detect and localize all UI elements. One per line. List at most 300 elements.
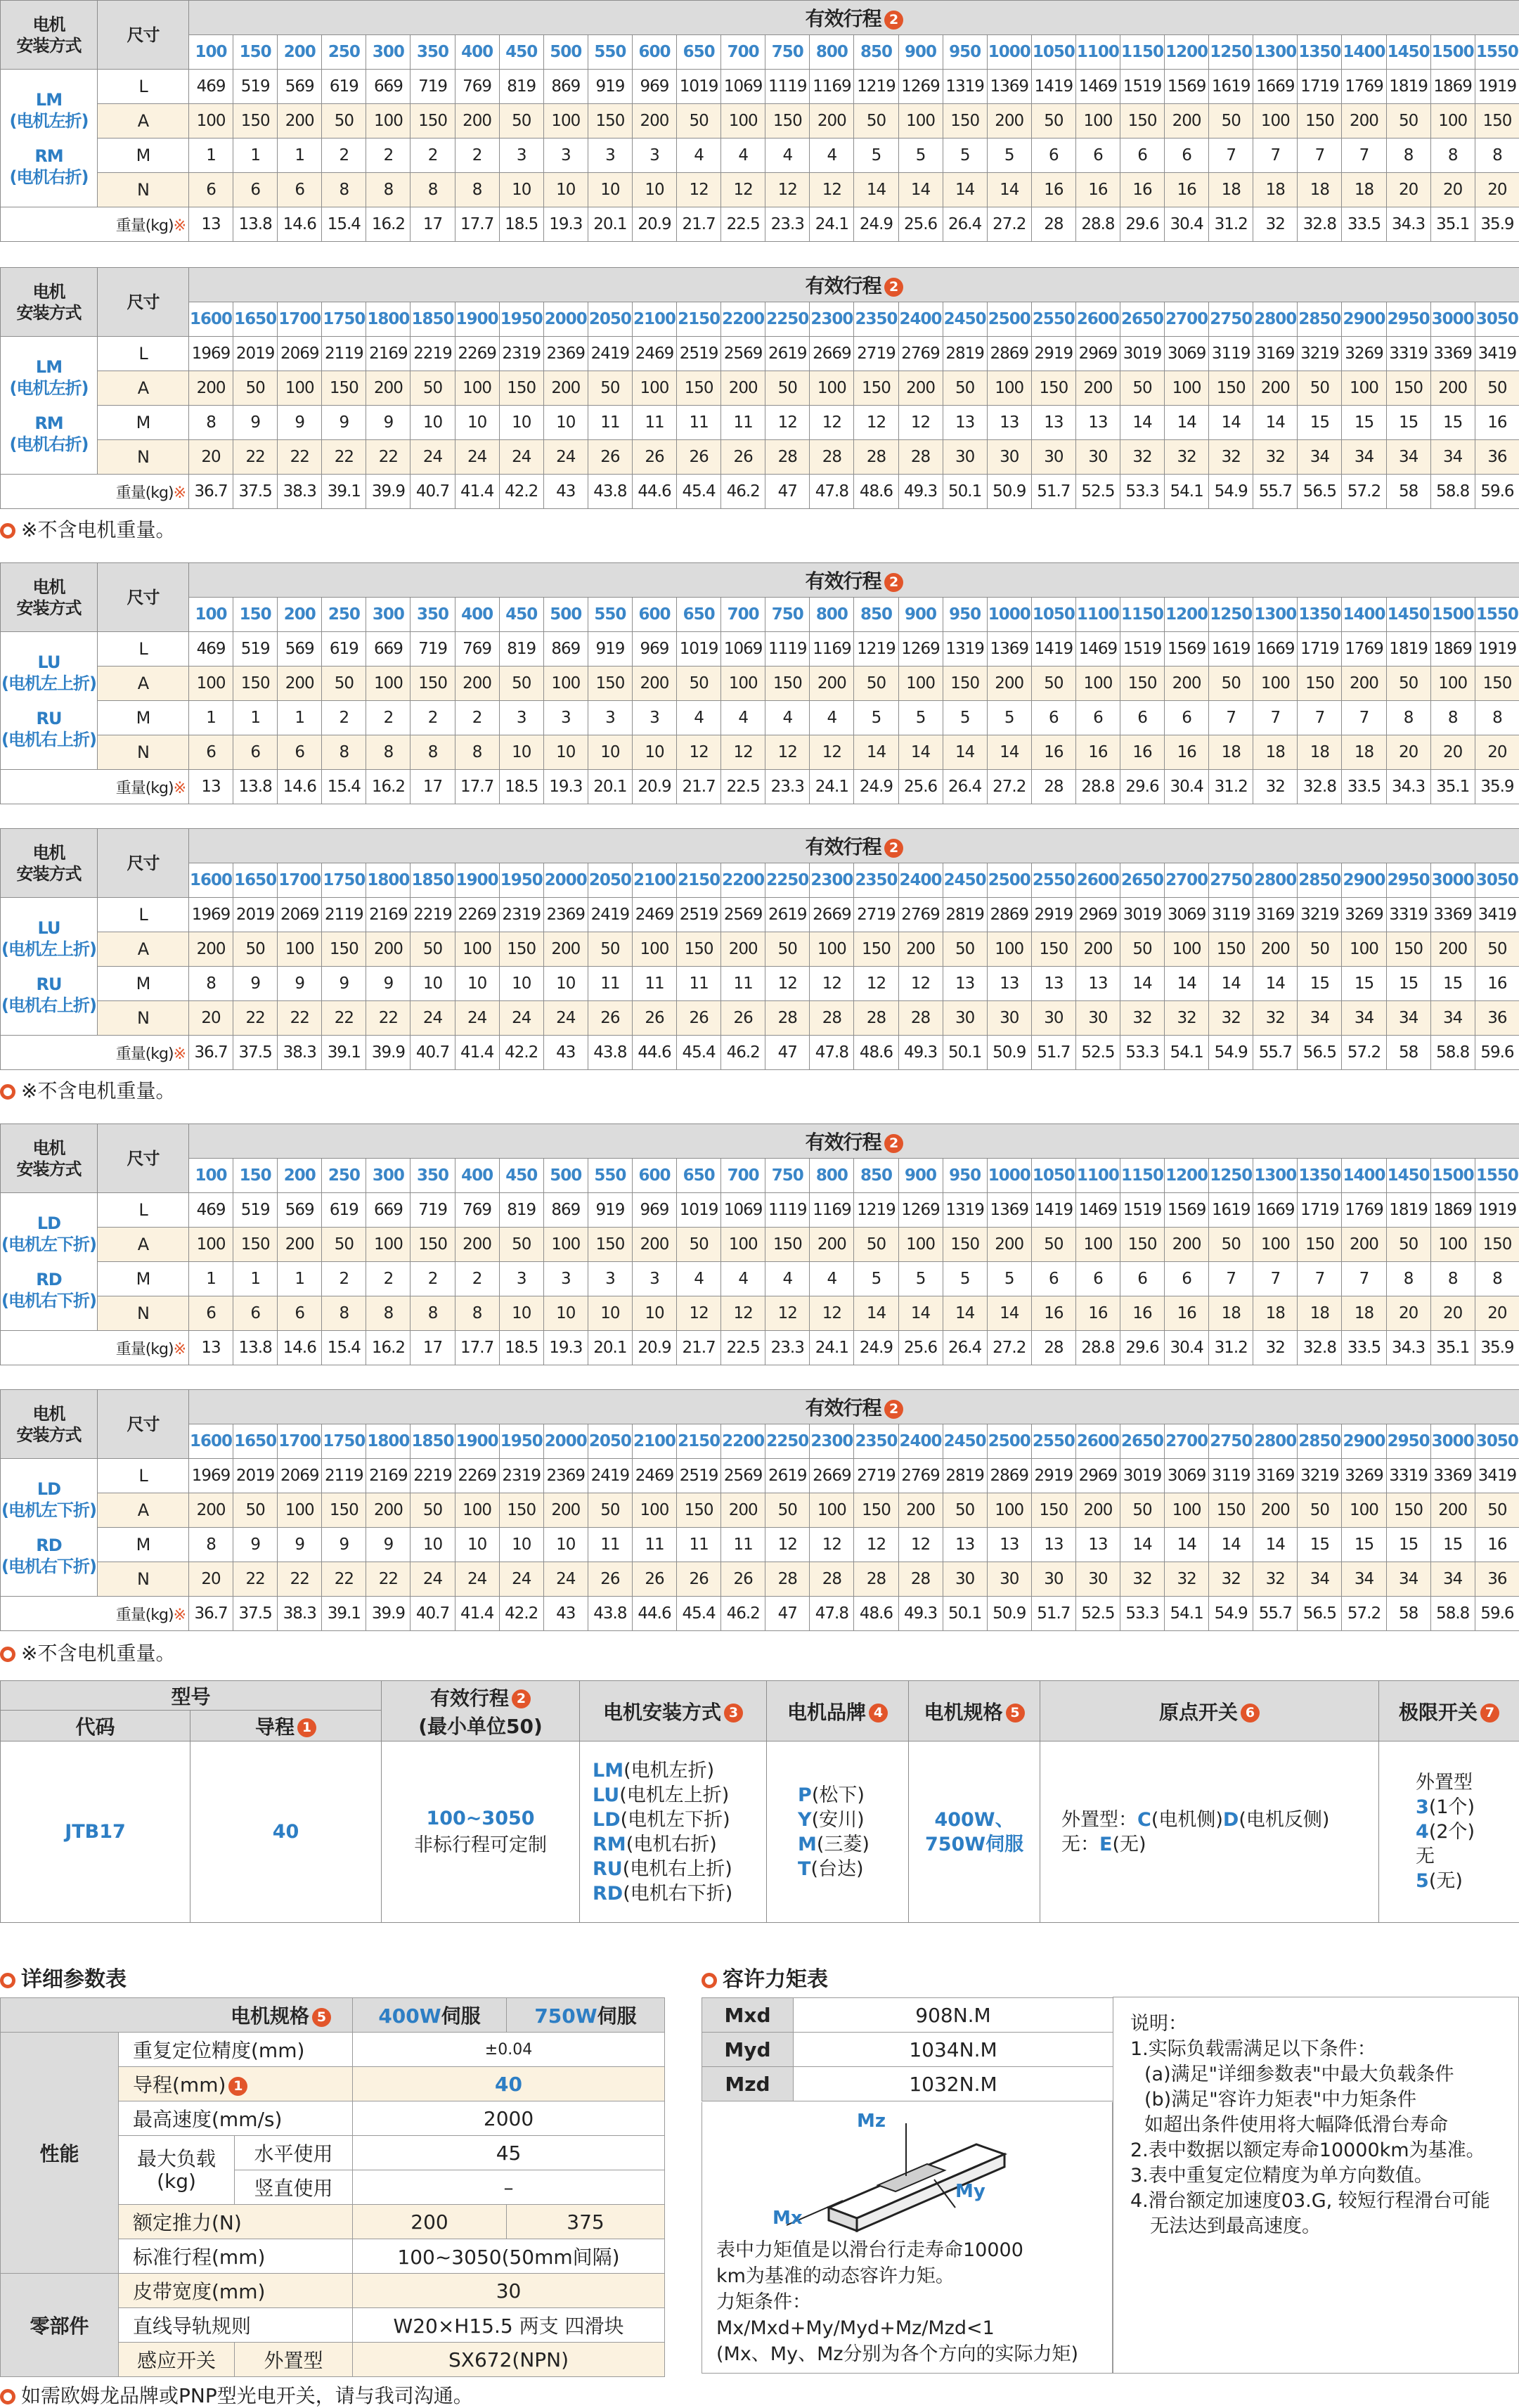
value-cell: 619 [322, 632, 366, 667]
value-cell: 30.4 [1165, 1331, 1209, 1365]
param-label: 额定推力(N) [119, 2205, 353, 2239]
value-cell: 32 [1120, 1562, 1164, 1597]
value-cell: 50 [322, 667, 366, 701]
value-cell: 1769 [1342, 1193, 1386, 1228]
stroke-cell: 2600 [1075, 302, 1120, 337]
value-cell: 3419 [1475, 898, 1519, 932]
limit-option: 无 [1416, 1846, 1435, 1867]
stroke-cell: 400 [455, 1159, 499, 1193]
value-cell: 1769 [1342, 632, 1386, 667]
value-cell: 2119 [322, 337, 366, 371]
value-cell: 1569 [1165, 70, 1209, 104]
value-cell: 32 [1253, 440, 1298, 475]
value-cell: 150 [322, 1493, 366, 1528]
motor-weight-note: ※不含电机重量。 [0, 1638, 175, 1666]
value-cell: 24 [455, 440, 499, 475]
value-cell: 24 [455, 1562, 499, 1597]
value-cell: 50 [943, 1493, 987, 1528]
value-cell: 10 [543, 406, 588, 440]
value-cell: 100 [543, 104, 588, 139]
brand-option: P(松下) [798, 1784, 865, 1806]
param-value: SX672(NPN) [353, 2343, 665, 2377]
stroke-cell: 2150 [677, 302, 721, 337]
value-cell: 150 [1475, 1228, 1519, 1262]
value-cell: 22 [366, 1562, 411, 1597]
value-cell: 1819 [1386, 70, 1430, 104]
value-cell: 22 [278, 1001, 322, 1036]
note-line: 1.实际负载需满足以下条件： [1130, 2038, 1376, 2060]
value-cell: 5 [898, 139, 943, 173]
value-cell: 2669 [810, 1459, 854, 1493]
value-cell: 1 [278, 139, 322, 173]
value-cell: 33.5 [1342, 207, 1386, 242]
value-cell: 3 [632, 701, 676, 735]
value-cell: 32 [1165, 440, 1209, 475]
value-cell: 2069 [278, 337, 322, 371]
size-table [0, 1123, 1519, 1365]
value-cell: 3319 [1386, 898, 1430, 932]
value-cell: 26 [721, 440, 765, 475]
value-cell: 3 [499, 1262, 543, 1296]
value-cell: 34 [1298, 440, 1342, 475]
stroke-cell: 1100 [1075, 598, 1120, 632]
value-cell: 14 [1165, 967, 1209, 1001]
value-cell: 6 [233, 173, 278, 207]
value-cell: 469 [189, 1193, 233, 1228]
value-cell: 150 [1386, 932, 1430, 967]
stroke-cell: 2100 [632, 863, 676, 898]
value-cell: 20.1 [588, 1331, 632, 1365]
stroke-cell: 1550 [1475, 35, 1519, 70]
value-cell: 569 [278, 70, 322, 104]
value-cell: 25.6 [898, 770, 943, 804]
value-cell: 6 [189, 173, 233, 207]
table-row [1, 667, 1519, 701]
value-cell: 14 [943, 173, 987, 207]
value-cell: 13.8 [233, 207, 278, 242]
model-selection-table [0, 1680, 1519, 1923]
moment-row: Mxd 908N.M [702, 1998, 1113, 2033]
value-cell: 2 [411, 1262, 455, 1296]
stroke-cell: 1200 [1165, 35, 1209, 70]
stroke-cell: 1500 [1430, 1159, 1475, 1193]
value-cell: 58 [1386, 475, 1430, 509]
value-cell: 24 [411, 1562, 455, 1597]
value-cell: 30 [943, 440, 987, 475]
value-cell: 50.1 [943, 1036, 987, 1070]
value-cell: 56.5 [1298, 1597, 1342, 1631]
value-cell: 150 [943, 104, 987, 139]
value-cell: 519 [233, 632, 278, 667]
value-cell: 39.1 [322, 475, 366, 509]
value-cell: 1969 [189, 1459, 233, 1493]
value-cell: 1519 [1120, 1193, 1164, 1228]
value-cell: 100 [810, 932, 854, 967]
value-cell: 28 [810, 1001, 854, 1036]
row-label: L [98, 1193, 189, 1228]
stroke-cell: 700 [721, 598, 765, 632]
value-cell: 719 [411, 1193, 455, 1228]
value-cell: 32 [1209, 1562, 1253, 1597]
mount-header: 电机 安装方式 [1, 1, 98, 70]
value-cell: 50 [322, 1228, 366, 1262]
value-cell: 28 [810, 1562, 854, 1597]
value-cell: 1669 [1253, 632, 1298, 667]
value-cell: 47 [765, 475, 810, 509]
value-cell: 4 [810, 1262, 854, 1296]
value-cell: 769 [455, 1193, 499, 1228]
value-cell: 54.1 [1165, 1597, 1209, 1631]
value-cell: 3019 [1120, 1459, 1164, 1493]
stroke-cell: 500 [543, 598, 588, 632]
value-cell: 200 [632, 1228, 676, 1262]
value-cell: 34.3 [1386, 207, 1430, 242]
value-cell: 14 [1165, 1528, 1209, 1562]
value-cell: 38.3 [278, 1036, 322, 1070]
stroke-cell: 250 [322, 1159, 366, 1193]
stroke-cell: 1300 [1253, 35, 1298, 70]
value-cell: 6 [233, 735, 278, 770]
value-cell: 100 [1253, 1228, 1298, 1262]
value-cell: 47 [765, 1597, 810, 1631]
stroke-cell: 2750 [1209, 1424, 1253, 1459]
value-cell: 14 [1209, 1528, 1253, 1562]
param-value: ±0.04 [353, 2033, 665, 2067]
value-cell: 2 [455, 139, 499, 173]
value-cell: 12 [810, 967, 854, 1001]
stroke-cell: 750 [765, 598, 810, 632]
model-spec: 400W、 750W伺服 [909, 1741, 1040, 1923]
value-cell: 10 [543, 1296, 588, 1331]
value-cell: 9 [366, 1528, 411, 1562]
value-cell: 58.8 [1430, 1036, 1475, 1070]
value-cell: 200 [1253, 1493, 1298, 1528]
value-cell: 10 [499, 967, 543, 1001]
value-cell: 23.3 [765, 207, 810, 242]
stroke-cell: 100 [189, 598, 233, 632]
value-cell: 30 [1075, 1001, 1120, 1036]
value-cell: 3 [499, 139, 543, 173]
model-origin: 外置型：C(电机侧)D(电机反侧) 无：E(无) [1040, 1741, 1379, 1923]
value-cell: 919 [588, 1193, 632, 1228]
value-cell: 34 [1342, 1562, 1386, 1597]
stroke-cell: 1350 [1298, 35, 1342, 70]
value-cell: 8 [189, 967, 233, 1001]
value-cell: 12 [898, 967, 943, 1001]
stroke-cell: 2750 [1209, 302, 1253, 337]
stroke-cell: 2950 [1386, 302, 1430, 337]
value-cell: 200 [721, 1493, 765, 1528]
value-cell: 32 [1165, 1001, 1209, 1036]
value-cell: 1619 [1209, 632, 1253, 667]
value-cell: 7 [1209, 139, 1253, 173]
value-cell: 10 [411, 406, 455, 440]
value-cell: 21.7 [677, 1331, 721, 1365]
value-cell: 9 [233, 406, 278, 440]
value-cell: 150 [677, 371, 721, 406]
moment-table [702, 1997, 1113, 2101]
value-cell: 50 [1120, 932, 1164, 967]
size-header: 尺寸 [98, 829, 189, 898]
value-cell: 34.3 [1386, 1331, 1430, 1365]
value-cell: 12 [765, 735, 810, 770]
value-cell: 100 [278, 932, 322, 967]
value-cell: 12 [810, 1528, 854, 1562]
value-cell: 6 [278, 173, 322, 207]
table-row [1, 440, 1519, 475]
value-cell: 28 [854, 1562, 898, 1597]
value-cell: 13 [1075, 967, 1120, 1001]
limit-option: 5(无) [1416, 1870, 1463, 1892]
value-cell: 50 [765, 932, 810, 967]
stroke-cell: 2600 [1075, 1424, 1120, 1459]
value-cell: 8 [411, 735, 455, 770]
value-cell: 32 [1253, 1001, 1298, 1036]
value-cell: 16 [1075, 1296, 1120, 1331]
value-cell: 100 [1342, 1493, 1386, 1528]
value-cell: 24 [543, 1562, 588, 1597]
param-label: 标准行程(mm) [119, 2239, 353, 2274]
row-label: L [98, 632, 189, 667]
value-cell: 8 [366, 1296, 411, 1331]
stroke-cell: 700 [721, 1159, 765, 1193]
stroke-cell: 2850 [1298, 302, 1342, 337]
value-cell: 2169 [366, 1459, 411, 1493]
model-stroke: 100~3050 非标行程可定制 [382, 1741, 580, 1923]
table-row [1, 1597, 1519, 1631]
note-line: 4.滑台额定加速度03.G, 较短行程滑台可能 [1130, 2190, 1490, 2212]
value-cell: 14.6 [278, 207, 322, 242]
stroke-cell: 250 [322, 35, 366, 70]
value-cell: 22 [233, 1562, 278, 1597]
value-cell: 32.8 [1298, 207, 1342, 242]
value-cell: 24.9 [854, 1331, 898, 1365]
stroke-cell: 2700 [1165, 302, 1209, 337]
value-cell: 200 [455, 1228, 499, 1262]
value-cell: 150 [854, 1493, 898, 1528]
value-cell: 150 [411, 1228, 455, 1262]
value-cell: 50 [1475, 932, 1519, 967]
row-label: L [98, 337, 189, 371]
value-cell: 200 [543, 932, 588, 967]
value-cell: 57.2 [1342, 1036, 1386, 1070]
size-table [0, 1389, 1519, 1631]
value-cell: 7 [1209, 1262, 1253, 1296]
value-cell: 200 [987, 104, 1031, 139]
stroke-cell: 3000 [1430, 1424, 1475, 1459]
value-cell: 7 [1342, 1262, 1386, 1296]
value-cell: 100 [455, 371, 499, 406]
value-cell: 42.2 [499, 475, 543, 509]
value-cell: 150 [677, 932, 721, 967]
params-col-400w: 400W伺服 [353, 1998, 507, 2033]
stroke-cell: 350 [411, 35, 455, 70]
row-label: A [98, 1228, 189, 1262]
stroke-cell: 650 [677, 35, 721, 70]
value-cell: 14 [1253, 1528, 1298, 1562]
value-cell: 17 [411, 1331, 455, 1365]
value-cell: 1169 [810, 632, 854, 667]
value-cell: 15 [1386, 967, 1430, 1001]
value-cell: 4 [810, 139, 854, 173]
value-cell: 29.6 [1120, 770, 1164, 804]
value-cell: 919 [588, 70, 632, 104]
table-row [1, 1193, 1519, 1228]
stroke-cell: 400 [455, 35, 499, 70]
value-cell: 100 [278, 371, 322, 406]
stroke-cell: 2700 [1165, 863, 1209, 898]
stroke-cell: 100 [189, 35, 233, 70]
value-cell: 28 [1031, 1331, 1075, 1365]
stroke-cell: 850 [854, 35, 898, 70]
value-cell: 36 [1475, 440, 1519, 475]
value-cell: 2519 [677, 1459, 721, 1493]
value-cell: 32.8 [1298, 770, 1342, 804]
stroke-cell: 1150 [1120, 598, 1164, 632]
stroke-cell: 800 [810, 598, 854, 632]
value-cell: 5 [943, 139, 987, 173]
value-cell: 150 [1386, 371, 1430, 406]
value-cell: 100 [632, 1493, 676, 1528]
value-cell: 17 [411, 207, 455, 242]
stroke-cell: 1650 [233, 302, 278, 337]
stroke-cell: 2650 [1120, 863, 1164, 898]
value-cell: 150 [411, 667, 455, 701]
value-cell: 200 [898, 932, 943, 967]
mount-type-cell: LD (电机左下折) RD (电机右下折) [1, 1193, 98, 1331]
value-cell: 28 [765, 440, 810, 475]
stroke-cell: 1200 [1165, 598, 1209, 632]
value-cell: 26 [588, 440, 632, 475]
value-cell: 100 [898, 667, 943, 701]
value-cell: 39.9 [366, 475, 411, 509]
value-cell: 28 [854, 1001, 898, 1036]
value-cell: 12 [810, 1296, 854, 1331]
value-cell: 200 [455, 667, 499, 701]
stroke-title: 有效行程 2 [189, 1124, 1519, 1159]
table-row [1, 1493, 1519, 1528]
value-cell: 2819 [943, 898, 987, 932]
value-cell: 14 [987, 735, 1031, 770]
limit-header: 极限开关 7 [1379, 1681, 1519, 1741]
value-cell: 28 [1031, 770, 1075, 804]
value-cell: 1269 [898, 632, 943, 667]
value-cell: 1069 [721, 632, 765, 667]
value-cell: 12 [810, 173, 854, 207]
value-cell: 10 [411, 967, 455, 1001]
value-cell: 100 [1253, 104, 1298, 139]
value-cell: 3119 [1209, 898, 1253, 932]
value-cell: 200 [1253, 932, 1298, 967]
value-cell: 30 [943, 1562, 987, 1597]
value-cell: 58 [1386, 1036, 1430, 1070]
table-row [1, 967, 1519, 1001]
weight-label: 重量(kg)※ [1, 475, 189, 509]
value-cell: 150 [1031, 371, 1075, 406]
value-cell: 13 [943, 406, 987, 440]
value-cell: 150 [1031, 932, 1075, 967]
param-value: 45 [353, 2136, 665, 2170]
value-cell: 100 [987, 1493, 1031, 1528]
stroke-cell: 1050 [1031, 35, 1075, 70]
moment-title: 容许力矩表 [702, 1962, 828, 1992]
value-cell: 100 [1075, 104, 1120, 139]
value-cell: 52.5 [1075, 475, 1120, 509]
value-cell: 24.1 [810, 207, 854, 242]
value-cell: 969 [632, 1193, 676, 1228]
value-cell: 46.2 [721, 1597, 765, 1631]
table-row [1, 337, 1519, 371]
value-cell: 26 [721, 1001, 765, 1036]
model-lead: 40 [190, 1741, 382, 1923]
value-cell: 19.3 [543, 1331, 588, 1365]
value-cell: 719 [411, 632, 455, 667]
value-cell: 26 [677, 1562, 721, 1597]
table-row [1, 1036, 1519, 1070]
value-cell: 3 [632, 139, 676, 173]
stroke-cell: 500 [543, 1159, 588, 1193]
value-cell: 819 [499, 632, 543, 667]
value-cell: 5 [943, 701, 987, 735]
stroke-cell: 2000 [543, 863, 588, 898]
value-cell: 10 [632, 173, 676, 207]
value-cell: 50 [677, 104, 721, 139]
stroke-cell: 600 [632, 598, 676, 632]
value-cell: 50 [677, 667, 721, 701]
stroke-cell: 1100 [1075, 35, 1120, 70]
stroke-cell: 2550 [1031, 302, 1075, 337]
stroke-cell: 200 [278, 1159, 322, 1193]
value-cell: 11 [677, 1528, 721, 1562]
value-cell: 14 [987, 173, 1031, 207]
stroke-cell: 2350 [854, 1424, 898, 1459]
value-cell: 37.5 [233, 1597, 278, 1631]
stroke-cell: 2000 [543, 302, 588, 337]
value-cell: 1869 [1430, 1193, 1475, 1228]
value-cell: 5 [987, 139, 1031, 173]
value-cell: 47.8 [810, 1036, 854, 1070]
value-cell: 1469 [1075, 1193, 1120, 1228]
value-cell: 20.9 [632, 770, 676, 804]
value-cell: 8 [455, 735, 499, 770]
value-cell: 1 [233, 139, 278, 173]
value-cell: 14 [1209, 406, 1253, 440]
stroke-cell: 1150 [1120, 35, 1164, 70]
value-cell: 52.5 [1075, 1036, 1120, 1070]
table-row [1, 1331, 1519, 1365]
table-row [1, 770, 1519, 804]
value-cell: 200 [721, 932, 765, 967]
value-cell: 11 [677, 967, 721, 1001]
value-cell: 9 [278, 406, 322, 440]
value-cell: 20 [1430, 735, 1475, 770]
stroke-cell: 2500 [987, 302, 1031, 337]
stroke-cell: 1950 [499, 302, 543, 337]
value-cell: 150 [588, 104, 632, 139]
value-cell: 2169 [366, 337, 411, 371]
stroke-cell: 2300 [810, 1424, 854, 1459]
value-cell: 16 [1475, 967, 1519, 1001]
stroke-cell: 1450 [1386, 35, 1430, 70]
stroke-cell: 1400 [1342, 598, 1386, 632]
value-cell: 14 [1120, 967, 1164, 1001]
value-cell: 2969 [1075, 1459, 1120, 1493]
value-cell: 51.7 [1031, 1597, 1075, 1631]
value-cell: 15 [1298, 967, 1342, 1001]
value-cell: 3 [588, 1262, 632, 1296]
value-cell: 50 [322, 104, 366, 139]
value-cell: 8 [1475, 1262, 1519, 1296]
